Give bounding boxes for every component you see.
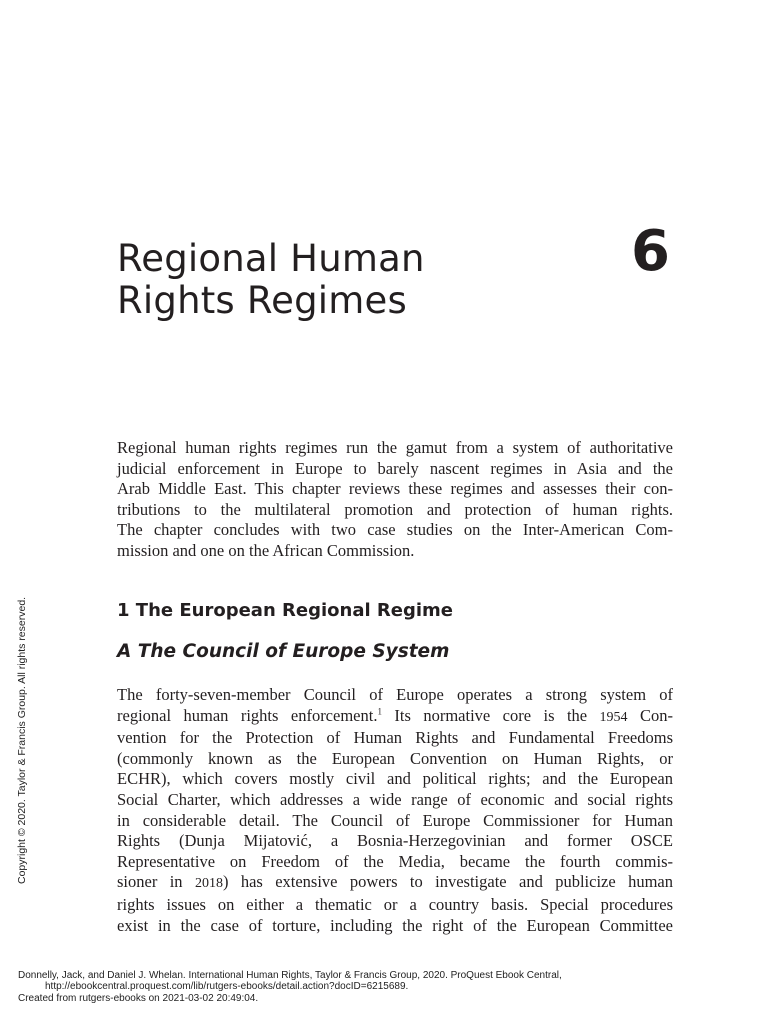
text-segment: regional human rights enforcement. bbox=[117, 705, 378, 725]
text-segment: ) has extensive powers to investigate and publicize human bbox=[222, 872, 673, 892]
intro-paragraph bbox=[117, 438, 673, 562]
text-line: exist in the case of torture, including the right of the European Committee bbox=[117, 915, 673, 935]
subsection-heading: A The Council of Europe System bbox=[117, 641, 450, 662]
text-line: The chapter concludes with two case studies on the Inter-American Com- bbox=[117, 520, 673, 540]
body-paragraph bbox=[117, 685, 673, 936]
text-line: The forty-seven-member Council of Europe operates a strong system of bbox=[117, 685, 673, 704]
text-line: Arab Middle East. This chapter reviews these regimes and assesses their con- bbox=[117, 479, 673, 499]
footnote-ref[interactable]: 1 bbox=[377, 706, 382, 717]
text-line: mission and one on the African Commission. bbox=[117, 540, 415, 560]
citation-footer bbox=[18, 970, 562, 1004]
footer-line: Donnelly, Jack, and Daniel J. Whelan. International Human Rights, Taylor & Francis Group, 2020. ProQuest Ebook Central, bbox=[18, 970, 562, 981]
text-line bbox=[117, 706, 673, 729]
text-line: vention for the Protection of Human Rights and Fundamental Freedoms bbox=[117, 728, 673, 748]
year: 1954 bbox=[599, 709, 628, 725]
chapter-number: 6 bbox=[631, 219, 670, 284]
text-line: Rights (Dunja Mijatović, a Bosnia-Herzegovinian and former OSCE bbox=[117, 831, 673, 851]
year: 2018 bbox=[194, 876, 223, 892]
text-line: judicial enforcement in Europe to barely nascent regimes in Asia and the bbox=[117, 458, 673, 478]
text-line: Representative on Freedom of the Media, became the fourth commis- bbox=[117, 851, 673, 871]
footer-line: Created from rutgers-ebooks on 2021-03-02 20:49:04. bbox=[18, 992, 259, 1004]
copyright-notice: Copyright © 2020. Taylor & Francis Group. All rights reserved. bbox=[16, 596, 28, 884]
chapter-title bbox=[117, 238, 537, 322]
text-line: Social Charter, which addresses a wide range of economic and social rights bbox=[117, 789, 673, 809]
text-line bbox=[117, 872, 673, 895]
chapter-title-line: Rights Regimes bbox=[117, 279, 407, 322]
text-line: (commonly known as the European Convention on Human Rights, or bbox=[117, 748, 673, 768]
text-line: tributions to the multilateral promotion and protection of human rights. bbox=[117, 499, 673, 519]
text-line: in considerable detail. The Council of Europe Commissioner for Human bbox=[117, 810, 673, 830]
text-segment: Con- bbox=[627, 705, 673, 725]
text-line: ECHR), which covers mostly civil and political rights; and the European bbox=[117, 769, 673, 789]
text-line: rights issues on either a thematic or a country basis. Special procedures bbox=[117, 894, 673, 914]
footer-link[interactable]: http://ebookcentral.proquest.com/lib/rutgers-ebooks/detail.action?docID=6215689. bbox=[45, 981, 409, 993]
text-line: Regional human rights regimes run the gamut from a system of authoritative bbox=[117, 438, 673, 457]
chapter-title-line: Regional Human bbox=[117, 237, 425, 280]
section-heading: 1 The European Regional Regime bbox=[117, 600, 454, 621]
text-segment: Its normative core is the bbox=[381, 705, 600, 725]
text-segment: sioner in bbox=[117, 872, 195, 892]
